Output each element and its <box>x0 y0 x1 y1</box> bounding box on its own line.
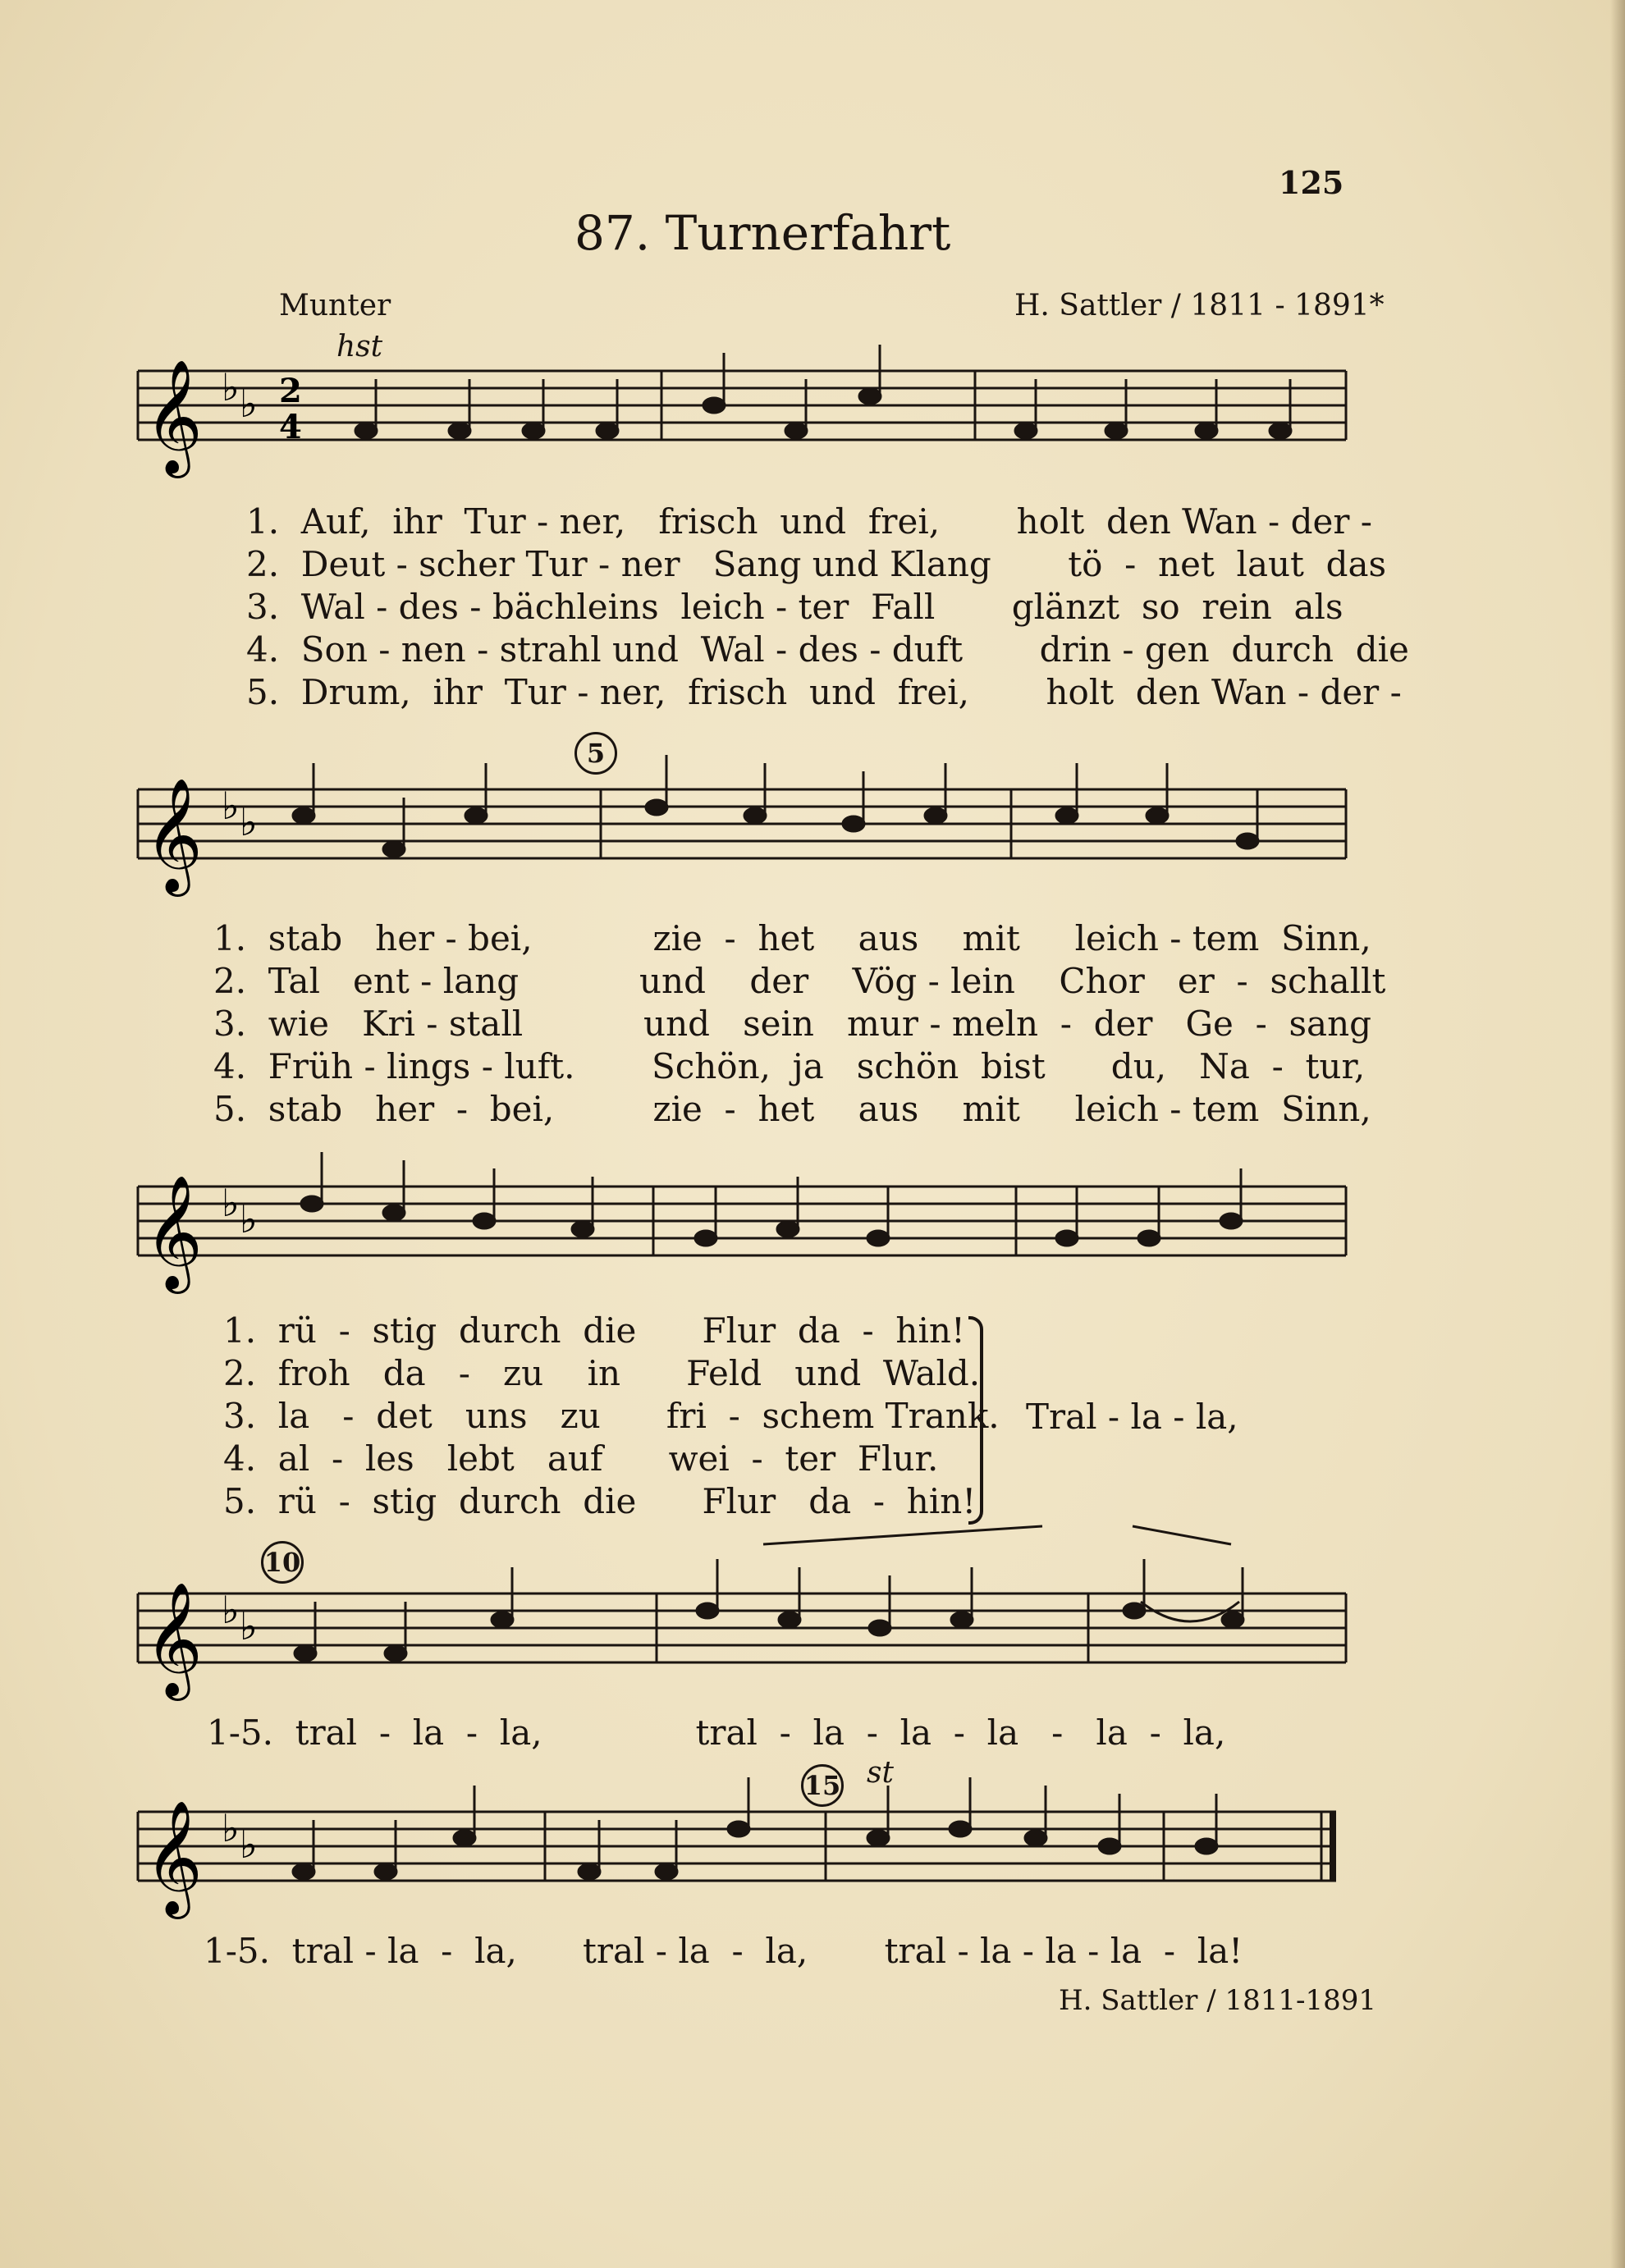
svg-text:♭: ♭ <box>240 1604 258 1648</box>
lyric-line: 1-5. tral - la - la, tral - la - la, tral - la - la - la - la! <box>204 1931 1243 1971</box>
svg-text:♭: ♭ <box>240 382 258 426</box>
measure-marker-5: 5 <box>574 732 617 775</box>
lyric-line: 3. wie Kri - stall und sein mur - meln - der Ge - sang <box>213 1004 1372 1044</box>
lyric-line: 4. Früh - lings - luft. Schön, ja schön bist du, Na - tur, <box>213 1046 1366 1086</box>
composer-credit-top: H. Sattler / 1811 - 1891* <box>1014 289 1385 322</box>
svg-text:𝄞: 𝄞 <box>144 1175 203 1289</box>
song-title: 87. Turnerfahrt <box>574 205 951 261</box>
lyric-line: 4. al - les lebt auf wei - ter Flur. <box>223 1438 939 1479</box>
svg-text:♭: ♭ <box>222 784 240 828</box>
lyrics-system-5 <box>204 1930 1243 1973</box>
lyric-line: 3. Wal - des - bächleins leich - ter Fall glänzt so rein als <box>246 587 1343 627</box>
svg-text:♭: ♭ <box>222 1588 240 1632</box>
lyric-line: 1. stab her - bei, zie - het aus mit leich - tem Sinn, <box>213 918 1371 958</box>
lyric-line: 5. Drum, ihr Tur - ner, frisch und frei, holt den Wan - der - <box>246 672 1402 712</box>
lyric-line: 1-5. tral - la - la, tral - la - la - la - la - la, <box>207 1712 1226 1753</box>
measure-marker-10: 10 <box>261 1541 304 1584</box>
refrain-text: Tral - la - la, <box>1026 1397 1238 1437</box>
lyric-line: 5. rü - stig durch die Flur da - hin! <box>223 1481 977 1521</box>
lyrics-system-3 <box>223 1310 1000 1523</box>
tempo-marking: Munter <box>279 289 391 322</box>
annotation-hst: hst <box>336 330 383 364</box>
svg-text:𝄞: 𝄞 <box>144 359 203 473</box>
annotation-st: st <box>867 1756 894 1790</box>
lyric-line: 4. Son - nen - strahl und Wal - des - duft drin - gen durch die <box>246 629 1409 670</box>
svg-text:4: 4 <box>279 408 302 446</box>
lyric-line: 2. Tal ent - lang und der Vög - lein Chor er - schallt <box>213 961 1386 1001</box>
lyrics-system-4 <box>207 1712 1225 1754</box>
svg-text:♭: ♭ <box>222 365 240 409</box>
lyrics-system-1 <box>246 501 1409 714</box>
page-number: 125 <box>1279 164 1344 201</box>
svg-text:♭: ♭ <box>222 1806 240 1850</box>
svg-text:♭: ♭ <box>240 1197 258 1241</box>
lyric-line: 5. stab her - bei, zie - het aus mit leich - tem Sinn, <box>213 1089 1371 1129</box>
lyric-line: 1. Auf, ihr Tur - ner, frisch und frei, holt den Wan - der - <box>246 501 1372 542</box>
svg-text:2: 2 <box>279 372 302 410</box>
lyric-line: 3. la - det uns zu fri - schem Trank. <box>223 1396 1000 1436</box>
svg-text:𝄞: 𝄞 <box>144 1582 203 1696</box>
lyric-line: 2. froh da - zu in Feld und Wald. <box>223 1353 981 1393</box>
svg-text:♭: ♭ <box>222 1181 240 1225</box>
verse-brace <box>968 1316 983 1525</box>
measure-marker-15: 15 <box>801 1764 844 1807</box>
lyric-line: 2. Deut - scher Tur - ner Sang und Klang tö - net laut das <box>246 544 1387 584</box>
composer-credit-bottom: H. Sattler / 1811-1891 <box>1059 1984 1377 2017</box>
svg-text:𝄞: 𝄞 <box>144 778 203 892</box>
svg-text:♭: ♭ <box>240 800 258 844</box>
svg-text:♭: ♭ <box>240 1822 258 1867</box>
lyric-line: 1. rü - stig durch die Flur da - hin! <box>223 1310 965 1351</box>
svg-text:𝄞: 𝄞 <box>144 1800 203 1914</box>
lyrics-system-2 <box>213 917 1385 1131</box>
page-edge-shadow <box>1610 0 1625 2268</box>
